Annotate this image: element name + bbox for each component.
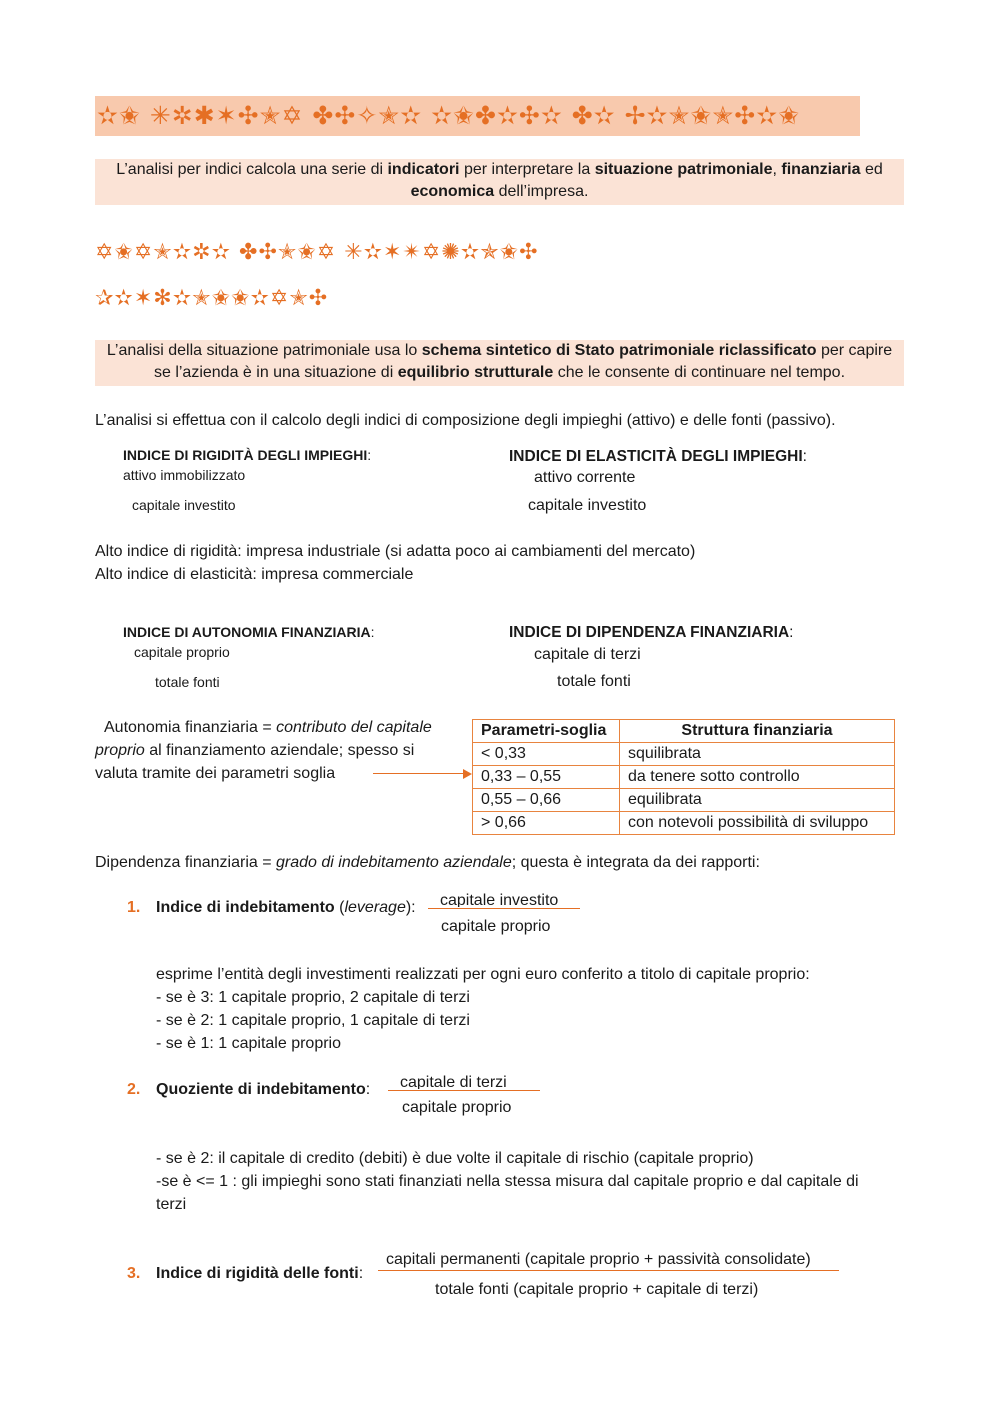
patrimonial-text: per capire se l’azienda è in una situazione di <box>153 342 893 381</box>
rigidity-title-text: INDICE DI RIGIDITÀ DEGLI IMPIEGHI <box>123 447 368 463</box>
dependence-numerator: capitale di terzi <box>534 646 641 663</box>
item1-bold: Indice di indebitamento <box>156 899 335 916</box>
table-row <box>473 743 895 766</box>
dependence-desc-italic: grado di indebitamento aziendale <box>276 854 512 871</box>
dependence-desc <box>95 851 760 874</box>
intro-bold: finanziaria <box>781 161 861 178</box>
table-cell: > 0,66 <box>473 812 620 835</box>
note-rigidity: Alto indice di rigidità: impresa industriale (si adatta poco ai cambiamenti del mercato) <box>95 543 696 560</box>
intro-callout <box>95 159 904 205</box>
table-header-row <box>473 720 895 743</box>
patrimonial-text: che le consente di continuare nel tempo. <box>553 364 846 381</box>
intro-bold: situazione patrimoniale <box>594 161 773 178</box>
list-number: 2. <box>127 1081 141 1098</box>
dependence-index-title <box>509 624 793 642</box>
patrimonial-callout <box>95 340 904 386</box>
autonomy-desc-line1 <box>104 716 432 739</box>
composition-paragraph: L’analisi si effettua con il calcolo degli indici di composizione degli impieghi (attivo) e delle fonti (passivo). <box>95 412 836 429</box>
item2-case: - se è 2: il capitale di credito (debiti) è due volte il capitale di rischio (capitale proprio) <box>156 1150 754 1167</box>
item2-case: terzi <box>156 1196 187 1213</box>
item1-case: - se è 1: 1 capitale proprio <box>156 1035 341 1052</box>
dependence-title-text: INDICE DI DIPENDENZA FINANZIARIA <box>509 624 790 641</box>
dependence-colon: : <box>789 624 794 641</box>
intro-text: ed <box>860 161 883 178</box>
item2-text: : <box>365 1081 371 1098</box>
table-cell: 0,33 – 0,55 <box>473 766 620 789</box>
table-cell: con notevoli possibilità di sviluppo <box>620 812 895 835</box>
autonomy-desc-italic: contributo del capitale <box>276 719 432 736</box>
dependence-denominator: totale fonti <box>557 673 631 690</box>
item3-numerator: capitali permanenti (capitale proprio + passività consolidate) <box>386 1251 811 1268</box>
autonomy-desc-line2 <box>95 739 414 762</box>
title-banner <box>95 96 860 136</box>
item1-desc: esprime l’entità degli investimenti realizzati per ogni euro conferito a titolo di capitale proprio: <box>156 966 810 983</box>
autonomy-numerator: capitale proprio <box>134 644 230 660</box>
intro-text: L’analisi per indici calcola una serie di <box>116 161 388 178</box>
list-number: 3. <box>127 1265 141 1282</box>
arrow-right-icon <box>463 769 472 779</box>
section-heading-line1: ✡✬✡✭✫✲✫ ✤✣✭✬✡ ✳✫✶✴✡✺✫✯✬✣ <box>95 240 539 265</box>
autonomy-index-title <box>123 624 374 640</box>
item2-case: -se è <= 1 : gli impieghi sono stati finanziati nella stessa misura dal capitale proprio e dal capitale di <box>156 1173 859 1190</box>
arrow-shaft <box>373 773 465 774</box>
item1-text: ( <box>334 899 345 916</box>
item3-bold: Indice di rigidità delle fonti <box>156 1265 359 1282</box>
intro-text: per interpretare la <box>459 161 595 178</box>
table-cell: equilibrata <box>620 789 895 812</box>
intro-text: dell’impresa. <box>494 183 589 200</box>
list-number: 1. <box>127 899 141 916</box>
decorative-title-glyphs: ✫✬ ✳✲✱✶✣✭✡ ✤✣✧✭✫ ✫✬✤✫✣✫ ✤✫ ✢✫✭✬✭✣✫✬ <box>97 101 801 130</box>
item2-denominator: capitale proprio <box>402 1099 512 1116</box>
table-header-cell: Parametri-soglia <box>473 720 620 743</box>
item1-text: ): <box>405 899 416 916</box>
autonomy-desc-text: al finanziamento aziendale; spesso si <box>144 742 415 759</box>
intro-bold: economica <box>410 183 495 200</box>
table-header-cell: Struttura finanziaria <box>620 720 895 743</box>
table-cell: 0,55 – 0,66 <box>473 789 620 812</box>
dependence-desc-text: Dipendenza finanziaria = <box>95 854 277 871</box>
item1-label <box>156 899 416 917</box>
item3-label <box>156 1265 363 1283</box>
item1-fraction-line <box>428 908 580 909</box>
table-row <box>473 766 895 789</box>
item2-numerator: capitale di terzi <box>400 1074 507 1089</box>
autonomy-title-text: INDICE DI AUTONOMIA FINANZIARIA <box>123 624 371 640</box>
threshold-table <box>472 719 895 835</box>
autonomy-desc-italic: proprio <box>95 742 145 759</box>
item2-fraction-line <box>388 1090 540 1091</box>
elasticity-numerator: attivo corrente <box>534 469 636 486</box>
elasticity-title-text: INDICE DI ELASTICITÀ DEGLI IMPIEGHI <box>509 448 803 465</box>
autonomy-desc-line3: valuta tramite dei parametri soglia <box>95 765 336 782</box>
item1-numerator: capitale investito <box>440 892 559 907</box>
item3-fraction-line <box>378 1270 839 1271</box>
item2-bold: Quoziente di indebitamento <box>156 1081 366 1098</box>
item2-label <box>156 1081 370 1099</box>
elasticity-index-title <box>509 448 807 466</box>
section-heading-line2: ✰✫✶✻✫✭✬✬✫✡✭✣ <box>95 286 329 311</box>
rigidity-colon: : <box>367 447 372 463</box>
elasticity-colon: : <box>802 448 807 465</box>
rigidity-numerator: attivo immobilizzato <box>123 467 246 483</box>
autonomy-denominator: totale fonti <box>155 674 220 690</box>
item3-denominator: totale fonti (capitale proprio + capitale di terzi) <box>435 1281 759 1298</box>
note-elasticity: Alto indice di elasticità: impresa commerciale <box>95 566 414 583</box>
table-row <box>473 812 895 835</box>
rigidity-index-title <box>123 447 371 463</box>
table-row <box>473 789 895 812</box>
item3-text: : <box>358 1265 364 1282</box>
item1-case: - se è 3: 1 capitale proprio, 2 capitale di terzi <box>156 989 470 1006</box>
elasticity-denominator: capitale investito <box>528 497 647 514</box>
patrimonial-text: L’analisi della situazione patrimoniale usa lo <box>106 342 422 359</box>
dependence-desc-text: ; questa è integrata da dei rapporti: <box>511 854 760 871</box>
intro-bold: indicatori <box>387 161 460 178</box>
table-cell: da tenere sotto controllo <box>620 766 895 789</box>
patrimonial-bold: equilibrio strutturale <box>397 364 554 381</box>
intro-text: , <box>772 161 782 178</box>
autonomy-colon: : <box>370 624 375 640</box>
item1-denominator: capitale proprio <box>441 918 551 935</box>
patrimonial-bold: schema sintetico di Stato patrimoniale riclassificato <box>421 342 817 359</box>
table-cell: < 0,33 <box>473 743 620 766</box>
table-cell: squilibrata <box>620 743 895 766</box>
rigidity-denominator: capitale investito <box>132 497 236 513</box>
autonomy-desc-text: Autonomia finanziaria = <box>104 719 277 736</box>
item1-italic: leverage <box>344 899 406 916</box>
item1-case: - se è 2: 1 capitale proprio, 1 capitale di terzi <box>156 1012 470 1029</box>
